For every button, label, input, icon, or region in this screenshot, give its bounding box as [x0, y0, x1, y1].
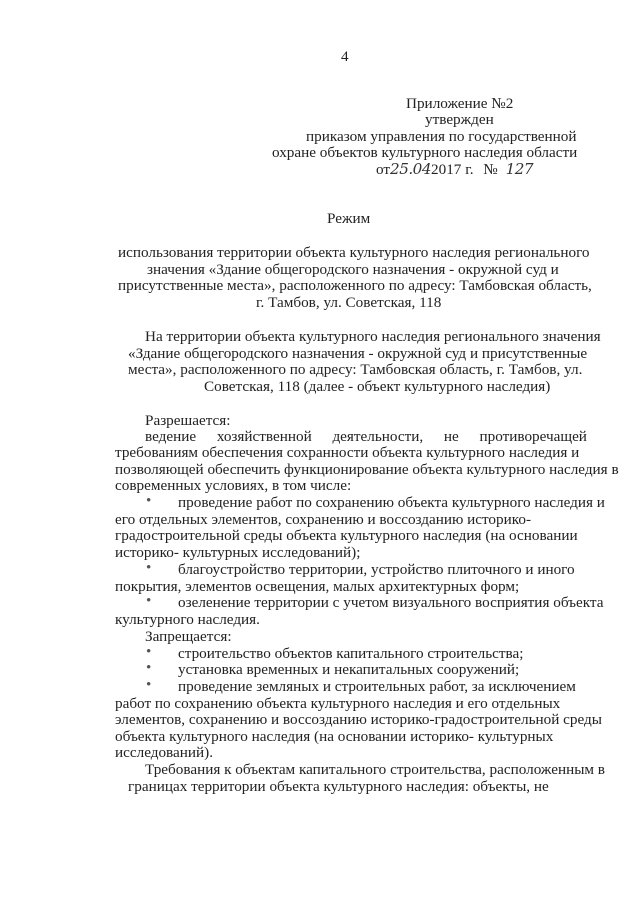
bullet-line: благоустройство территории, устройство плиточного и иного [178, 561, 575, 578]
appendix-label: Приложение №2 [406, 95, 514, 112]
bullet-line: работ по сохранению объекта культурного наследия и его отдельных [115, 695, 561, 712]
number-prefix: № [483, 161, 498, 178]
para-word: деятельности, [332, 428, 424, 445]
intro-line-3: места», расположенного по адресу: Тамбовская область, г. Тамбов, ул. [128, 361, 583, 378]
bullet-line: проведение земляных и строительных работ, за исключением [178, 678, 576, 695]
date-suffix: 2017 г. [431, 161, 474, 178]
date-prefix: от [376, 161, 391, 178]
bullet-line: строительство объектов капитального строительства; [178, 645, 524, 662]
bullet-line: озеленение территории с учетом визуального восприятия объекта [178, 594, 604, 611]
allowed-para-line-4: современных условиях, в том числе: [115, 477, 352, 494]
bullet-marker: • [146, 592, 152, 609]
para-word: не [443, 428, 459, 445]
bullet-marker: • [146, 643, 152, 660]
bullet-line: элементов, сохранению и воссозданию историко-градостроительной среды [115, 711, 602, 728]
intro-line-1: На территории объекта культурного наследия регионального значения [145, 328, 601, 345]
order-line-1: приказом управления по государственной [306, 128, 577, 145]
bullet-line: исследований). [115, 744, 213, 761]
bullet-line: объекта культурного наследия (на основании историко- культурных [115, 728, 554, 745]
para-word: ведение [145, 428, 197, 445]
bullet-line: покрытия, элементов освещения, малых архитектурных форм; [115, 578, 520, 595]
requirements-line-2: границах территории объекта культурного наследия: объекты, не [128, 778, 549, 795]
intro-line-2: «Здание общегородского назначения - окружной суд и присутственные [128, 345, 588, 362]
intro-line-4: Советская, 118 (далее - объект культурного наследия) [204, 378, 551, 395]
para-word: противоречащей [479, 428, 587, 445]
bullet-marker: • [146, 492, 152, 509]
bullet-marker: • [146, 676, 152, 693]
forbidden-heading: Запрещается: [145, 628, 232, 645]
subtitle-line-1: использования территории объекта культурного наследия регионального [118, 244, 590, 261]
allowed-para-line-3: позволяющей обеспечить функционирование объекта культурного наследия в [115, 461, 619, 478]
number-handwritten: 127 [505, 160, 534, 178]
bullet-line: проведение работ по сохранению объекта культурного наследия и [178, 494, 605, 511]
bullet-line: градостроительной среды объекта культурного наследия (на основании [115, 527, 578, 544]
bullet-line: его отдельных элементов, сохранению и воссозданию историко- [115, 511, 532, 528]
bullet-marker: • [146, 559, 152, 576]
allowed-heading: Разрешается: [145, 412, 231, 429]
page-number: 4 [341, 48, 349, 65]
subtitle-line-3: присутственные места», расположенного по адресу: Тамбовская область, [118, 277, 592, 294]
bullet-line: культурного наследия. [115, 611, 260, 628]
document-title: Режим [327, 210, 371, 227]
bullet-marker: • [146, 659, 152, 676]
order-date-line [376, 160, 533, 179]
order-line-2: охране объектов культурного наследия области [272, 144, 578, 161]
approved-label: утвержден [425, 111, 494, 128]
subtitle-line-4: г. Тамбов, ул. Советская, 118 [256, 294, 442, 311]
bullet-line: установка временных и некапитальных сооружений; [178, 661, 520, 678]
date-handwritten: 25.04 [390, 160, 432, 178]
allowed-para-line-2: требованиям обеспечения сохранности объекта культурного наследия и [115, 444, 580, 461]
requirements-line-1: Требования к объектам капитального строительства, расположенным в [145, 761, 605, 778]
bullet-line: историко- культурных исследований); [115, 544, 361, 561]
subtitle-line-2: значения «Здание общегородского назначения - окружной суд и [147, 261, 559, 278]
para-word: хозяйственной [216, 428, 312, 445]
